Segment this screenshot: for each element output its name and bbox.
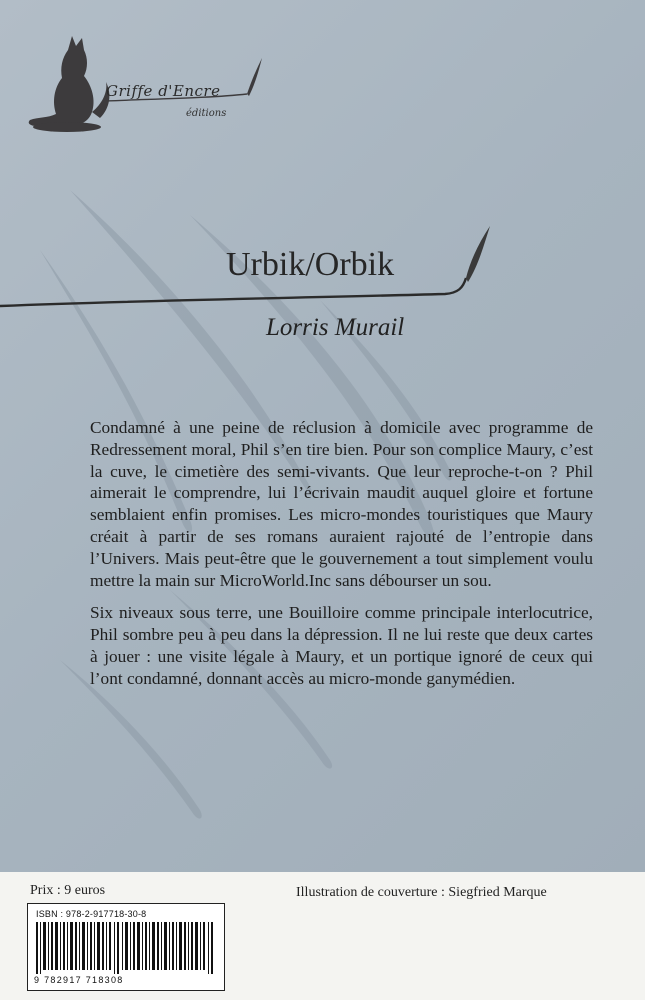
blurb-text bbox=[90, 417, 593, 701]
blurb-paragraph: Six niveaux sous terre, une Bouilloire comme principale interlocutrice, Phil sombre peu à peu dans la dépression. Il ne lui reste que deux cartes à jouer : une visite légale à Maury, et un portique ignoré de ceux qui l’ont condamné, donnant accès au micro-monde ganymédien. bbox=[90, 603, 593, 688]
price-label: Prix : 9 euros bbox=[30, 883, 106, 898]
isbn-label: ISBN : 978-2-917718-30-8 bbox=[36, 909, 147, 919]
barcode-digits: 9 782917 718308 bbox=[34, 975, 124, 985]
illustration-credit: Illustration de couverture : Siegfried Marque bbox=[296, 885, 547, 900]
publisher-name: Griffe d'Encre bbox=[106, 82, 221, 100]
blurb-paragraph: Condamné à une peine de réclusion à domicile avec programme de Redressement moral, Phil s’en tire bien. Pour son complice Maury, c’est la cuve, le cimetière des semi-vivants. Que leur reproche-t-on ? Phil aimerait le comprendre, lui l’écrivain maudit auquel gloire et fortune semblaient enfin promises. Les micro-mondes touristiques que Maury créait à partir de ses romans auraient rajouté de l’entropie dans l’Univers. Mais peut-être que le gouvernement a tout simplement voulu mettre la main sur MicroWorld.Inc sans débourser un sou. bbox=[90, 418, 593, 590]
barcode-icon bbox=[36, 922, 216, 974]
barcode-box bbox=[27, 903, 225, 991]
publisher-subtitle: éditions bbox=[186, 108, 227, 119]
book-title: Urbik/Orbik bbox=[226, 246, 395, 283]
book-author: Lorris Murail bbox=[266, 314, 405, 341]
